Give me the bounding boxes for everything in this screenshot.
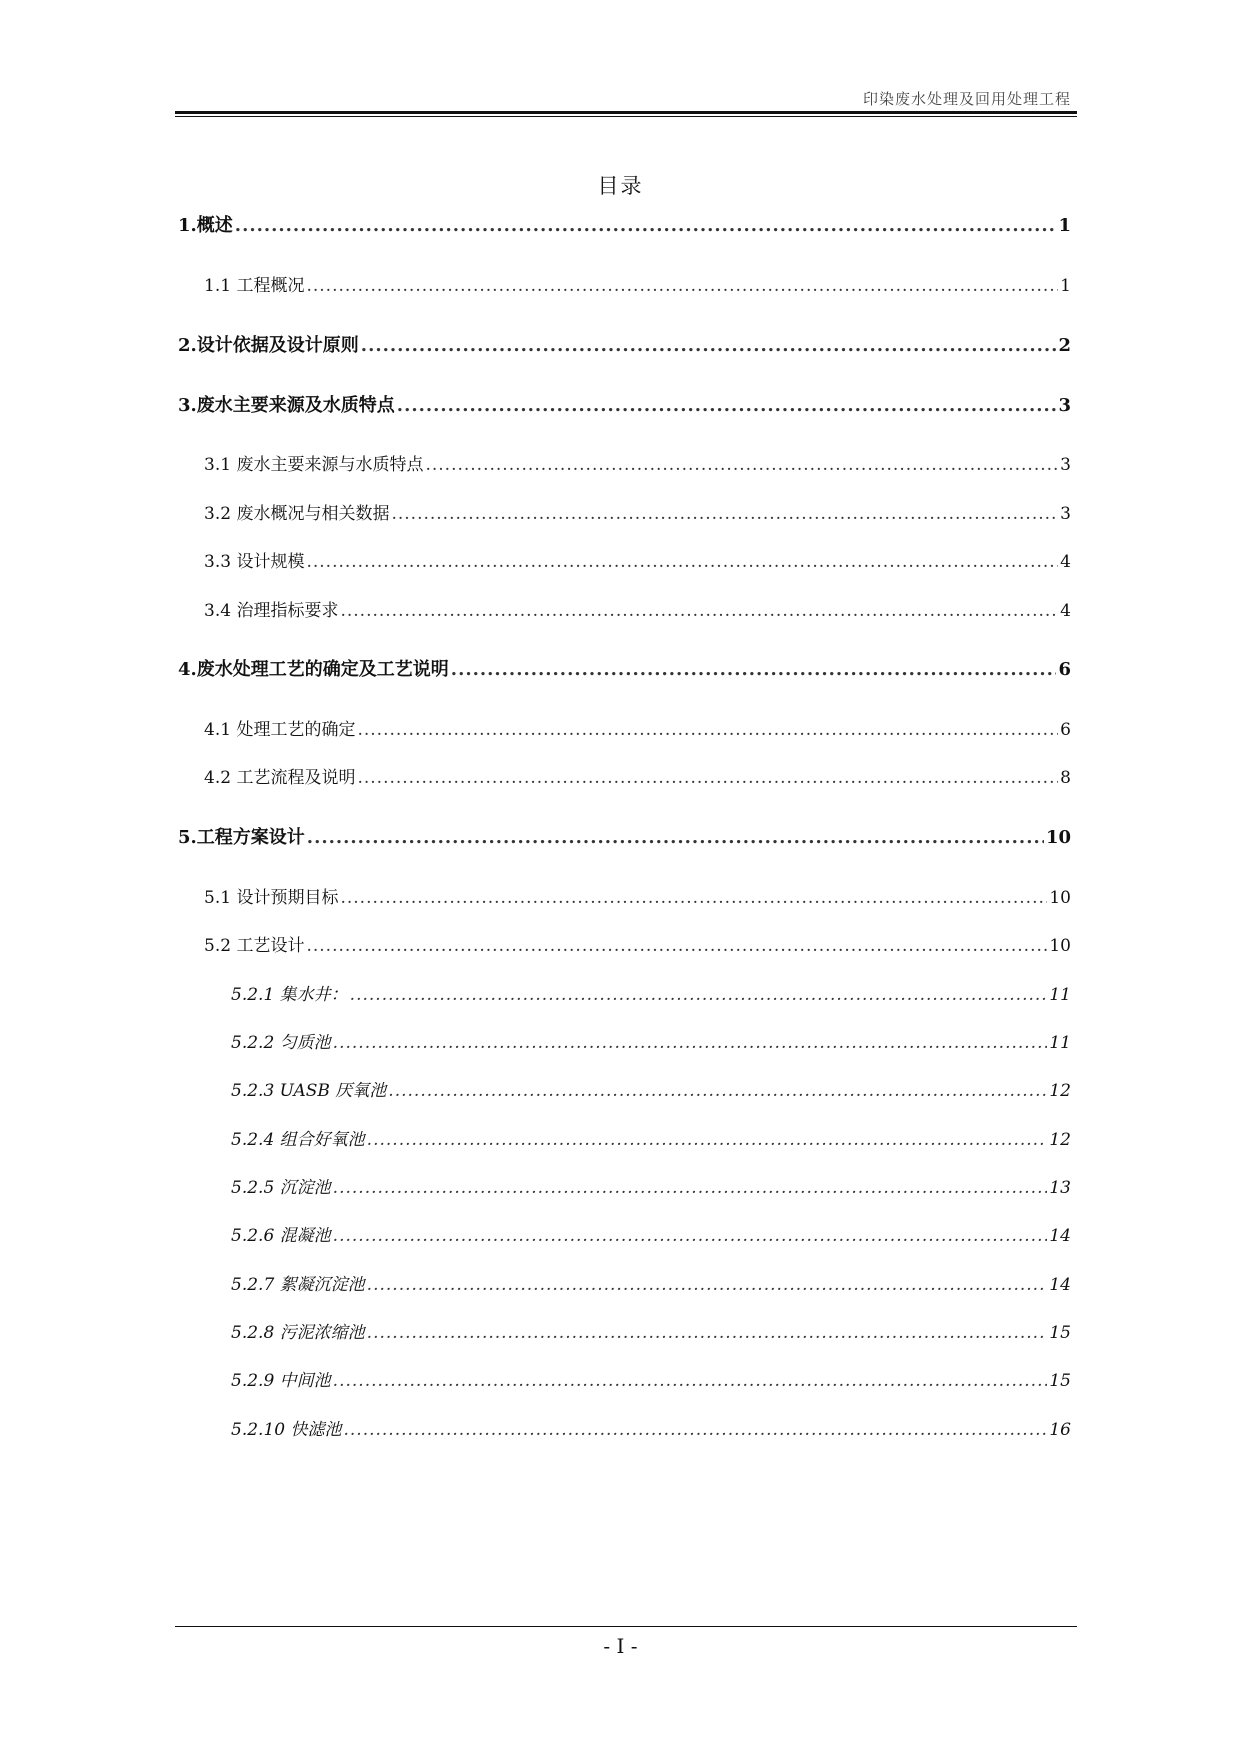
toc-entry[interactable] bbox=[204, 883, 1071, 909]
toc-entry-label: 1.1 工程概况 bbox=[204, 276, 305, 296]
toc-entry[interactable] bbox=[204, 931, 1071, 957]
toc-leader-dots bbox=[350, 985, 1048, 1005]
toc-entry-label: 3.4 治理指标要求 bbox=[204, 601, 339, 621]
toc-leader-dots bbox=[361, 335, 1057, 356]
toc-leader-dots bbox=[306, 552, 1058, 572]
toc-entry-label: 3.废水主要来源及水质特点 bbox=[178, 395, 395, 416]
toc-entry-label: 5.2.6 混凝池 bbox=[231, 1226, 331, 1246]
toc-entry[interactable] bbox=[231, 1076, 1071, 1102]
toc-entry-label: 4.1 处理工艺的确定 bbox=[204, 720, 356, 740]
toc-entry[interactable] bbox=[231, 980, 1071, 1006]
toc-entry[interactable] bbox=[178, 823, 1071, 849]
toc-entry-page: 15 bbox=[1049, 1323, 1071, 1343]
toc-entry-page: 1 bbox=[1058, 215, 1071, 236]
toc-entry-page: 14 bbox=[1049, 1226, 1071, 1246]
toc-leader-dots bbox=[388, 1081, 1047, 1101]
toc-entry-label: 5.2.1 集水井： bbox=[231, 985, 348, 1005]
header-rule bbox=[175, 111, 1077, 114]
toc-entry-page: 4 bbox=[1060, 601, 1071, 621]
toc-leader-dots bbox=[333, 1371, 1048, 1391]
toc-entry[interactable] bbox=[178, 655, 1071, 681]
toc-leader-dots bbox=[340, 888, 1047, 908]
toc-entry[interactable] bbox=[204, 763, 1071, 789]
toc-entry[interactable] bbox=[178, 211, 1071, 237]
toc-leader-dots bbox=[307, 827, 1044, 848]
toc-entry[interactable] bbox=[231, 1221, 1071, 1247]
toc-entry-page: 3 bbox=[1060, 455, 1071, 475]
toc-leader-dots bbox=[306, 936, 1047, 956]
toc-entry-label: 3.1 废水主要来源与水质特点 bbox=[204, 455, 424, 475]
toc-entry[interactable] bbox=[204, 271, 1071, 297]
toc-entry-page: 4 bbox=[1060, 552, 1071, 572]
toc-entry-label: 5.2.3 UASB 厌氧池 bbox=[231, 1081, 387, 1101]
toc-leader-dots bbox=[397, 395, 1057, 416]
toc-entry-page: 10 bbox=[1049, 936, 1071, 956]
toc-entry-page: 8 bbox=[1060, 768, 1071, 788]
toc-leader-dots bbox=[367, 1275, 1048, 1295]
toc-title: 目录 bbox=[597, 174, 644, 198]
toc-entry[interactable] bbox=[231, 1125, 1071, 1151]
toc-entry[interactable] bbox=[231, 1028, 1071, 1054]
toc-entry-label: 5.2.4 组合好氧池 bbox=[231, 1130, 365, 1150]
toc-entry-label: 5.1 设计预期目标 bbox=[204, 888, 339, 908]
toc-leader-dots bbox=[357, 768, 1058, 788]
toc-entry-page: 6 bbox=[1060, 720, 1071, 740]
toc-entry-page: 1 bbox=[1060, 276, 1071, 296]
toc-entry-page: 6 bbox=[1058, 659, 1071, 680]
toc-entry-page: 11 bbox=[1049, 1033, 1071, 1053]
toc-entry-page: 11 bbox=[1049, 985, 1071, 1005]
toc-leader-dots bbox=[306, 276, 1058, 296]
toc-entry-page: 10 bbox=[1045, 827, 1071, 848]
toc-entry-label: 5.2.2 匀质池 bbox=[231, 1033, 331, 1053]
toc-entry[interactable] bbox=[178, 391, 1071, 417]
toc-leader-dots bbox=[340, 601, 1058, 621]
toc-entry[interactable] bbox=[204, 547, 1071, 573]
page-number: - I - bbox=[603, 1634, 638, 1658]
toc-entry[interactable] bbox=[231, 1318, 1071, 1344]
toc-entry-label: 5.2.8 污泥浓缩池 bbox=[231, 1323, 365, 1343]
toc-leader-dots bbox=[235, 215, 1057, 236]
toc-entry[interactable] bbox=[178, 331, 1071, 357]
toc-entry-label: 5.工程方案设计 bbox=[178, 827, 305, 848]
toc-entry-label: 3.2 废水概况与相关数据 bbox=[204, 504, 390, 524]
toc-entry-label: 2.设计依据及设计原则 bbox=[178, 335, 359, 356]
toc-entry[interactable] bbox=[231, 1366, 1071, 1392]
toc-entry[interactable] bbox=[231, 1415, 1071, 1441]
toc-entry-page: 15 bbox=[1049, 1371, 1071, 1391]
toc-entry-label: 5.2.10 快滤池 bbox=[231, 1420, 342, 1440]
toc-entry-page: 12 bbox=[1049, 1130, 1071, 1150]
toc-entry-page: 3 bbox=[1058, 395, 1071, 416]
toc-entry-page: 14 bbox=[1049, 1275, 1071, 1295]
toc-entry[interactable] bbox=[231, 1173, 1071, 1199]
toc-entry-page: 12 bbox=[1049, 1081, 1071, 1101]
toc-entry-label: 5.2.5 沉淀池 bbox=[231, 1178, 331, 1198]
toc-entry-page: 16 bbox=[1049, 1420, 1071, 1440]
toc-entry-label: 1.概述 bbox=[178, 215, 233, 236]
toc-entry-page: 2 bbox=[1058, 335, 1071, 356]
toc-leader-dots bbox=[333, 1226, 1048, 1246]
toc-leader-dots bbox=[425, 455, 1058, 475]
toc-entry-label: 5.2 工艺设计 bbox=[204, 936, 305, 956]
header-rule-thin bbox=[175, 116, 1077, 117]
toc-entry-label: 4.废水处理工艺的确定及工艺说明 bbox=[178, 659, 449, 680]
toc-entry[interactable] bbox=[204, 596, 1071, 622]
toc-entry[interactable] bbox=[231, 1270, 1071, 1296]
running-header: 印染废水处理及回用处理工程 bbox=[862, 90, 1071, 108]
toc-leader-dots bbox=[357, 720, 1058, 740]
toc-entry-page: 10 bbox=[1049, 888, 1071, 908]
toc-entry[interactable] bbox=[204, 450, 1071, 476]
toc-entry-page: 13 bbox=[1049, 1178, 1071, 1198]
toc-leader-dots bbox=[367, 1130, 1048, 1150]
toc-entry[interactable] bbox=[204, 499, 1071, 525]
toc-leader-dots bbox=[391, 504, 1058, 524]
footer-rule bbox=[175, 1626, 1077, 1627]
toc-leader-dots bbox=[333, 1178, 1048, 1198]
toc-leader-dots bbox=[333, 1033, 1048, 1053]
toc-leader-dots bbox=[451, 659, 1057, 680]
toc-leader-dots bbox=[343, 1420, 1047, 1440]
toc-entry-label: 3.3 设计规模 bbox=[204, 552, 305, 572]
toc-entry-label: 5.2.9 中间池 bbox=[231, 1371, 331, 1391]
toc-entry[interactable] bbox=[204, 715, 1071, 741]
toc-leader-dots bbox=[367, 1323, 1048, 1343]
toc-entry-page: 3 bbox=[1060, 504, 1071, 524]
toc-entry-label: 4.2 工艺流程及说明 bbox=[204, 768, 356, 788]
toc-entry-label: 5.2.7 絮凝沉淀池 bbox=[231, 1275, 365, 1295]
